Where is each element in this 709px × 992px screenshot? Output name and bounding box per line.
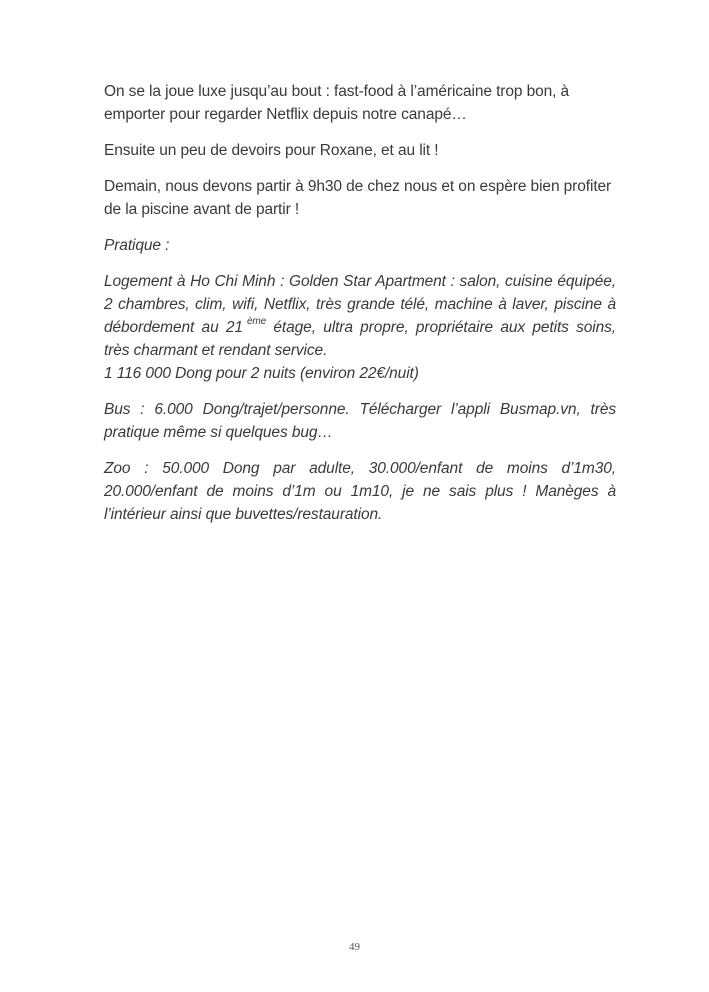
paragraph-zoo: Zoo : 50.000 Dong par adulte, 30.000/enfant de moins d’1m30, 20.000/enfant de moins d’1m ou 1m10, je ne sais plus ! Manèges à l’intérieur ainsi que buvettes/restauration. [104, 460, 616, 523]
document-page [104, 80, 616, 539]
ordinal-superscript: ème [246, 316, 267, 327]
paragraph-bus: Bus : 6.000 Dong/trajet/personne. Télécharger l’appli Busmap.vn, très pratique même si quelques bug… [104, 401, 616, 441]
paragraph-dinner: On se la joue luxe jusqu’au bout : fast-food à l’américaine trop bon, à emporter pour regarder Netflix depuis notre canapé… [104, 83, 570, 123]
logement-text: Logement à Ho Chi Minh : Golden Star Apartment : salon, cuisine équipée, 2 chambres, clim, wifi, Netflix, très grande télé, machine à laver, piscine à débordement au 21 [104, 273, 616, 336]
paragraph-tomorrow: Demain, nous devons partir à 9h30 de chez nous et on espère bien profiter de la piscine avant de partir ! [104, 178, 612, 218]
paragraph-logement [104, 270, 616, 385]
logement-price: 1 116 000 Dong pour 2 nuits (environ 22€/nuit) [104, 365, 419, 382]
section-heading-pratique: Pratique : [104, 237, 170, 254]
page-number: 49 [349, 941, 360, 953]
paragraph-homework: Ensuite un peu de devoirs pour Roxane, et au lit ! [104, 142, 439, 159]
logement-text-continued: étage, ultra propre, propriétaire aux petits soins, très charmant et rendant service. [104, 319, 616, 359]
